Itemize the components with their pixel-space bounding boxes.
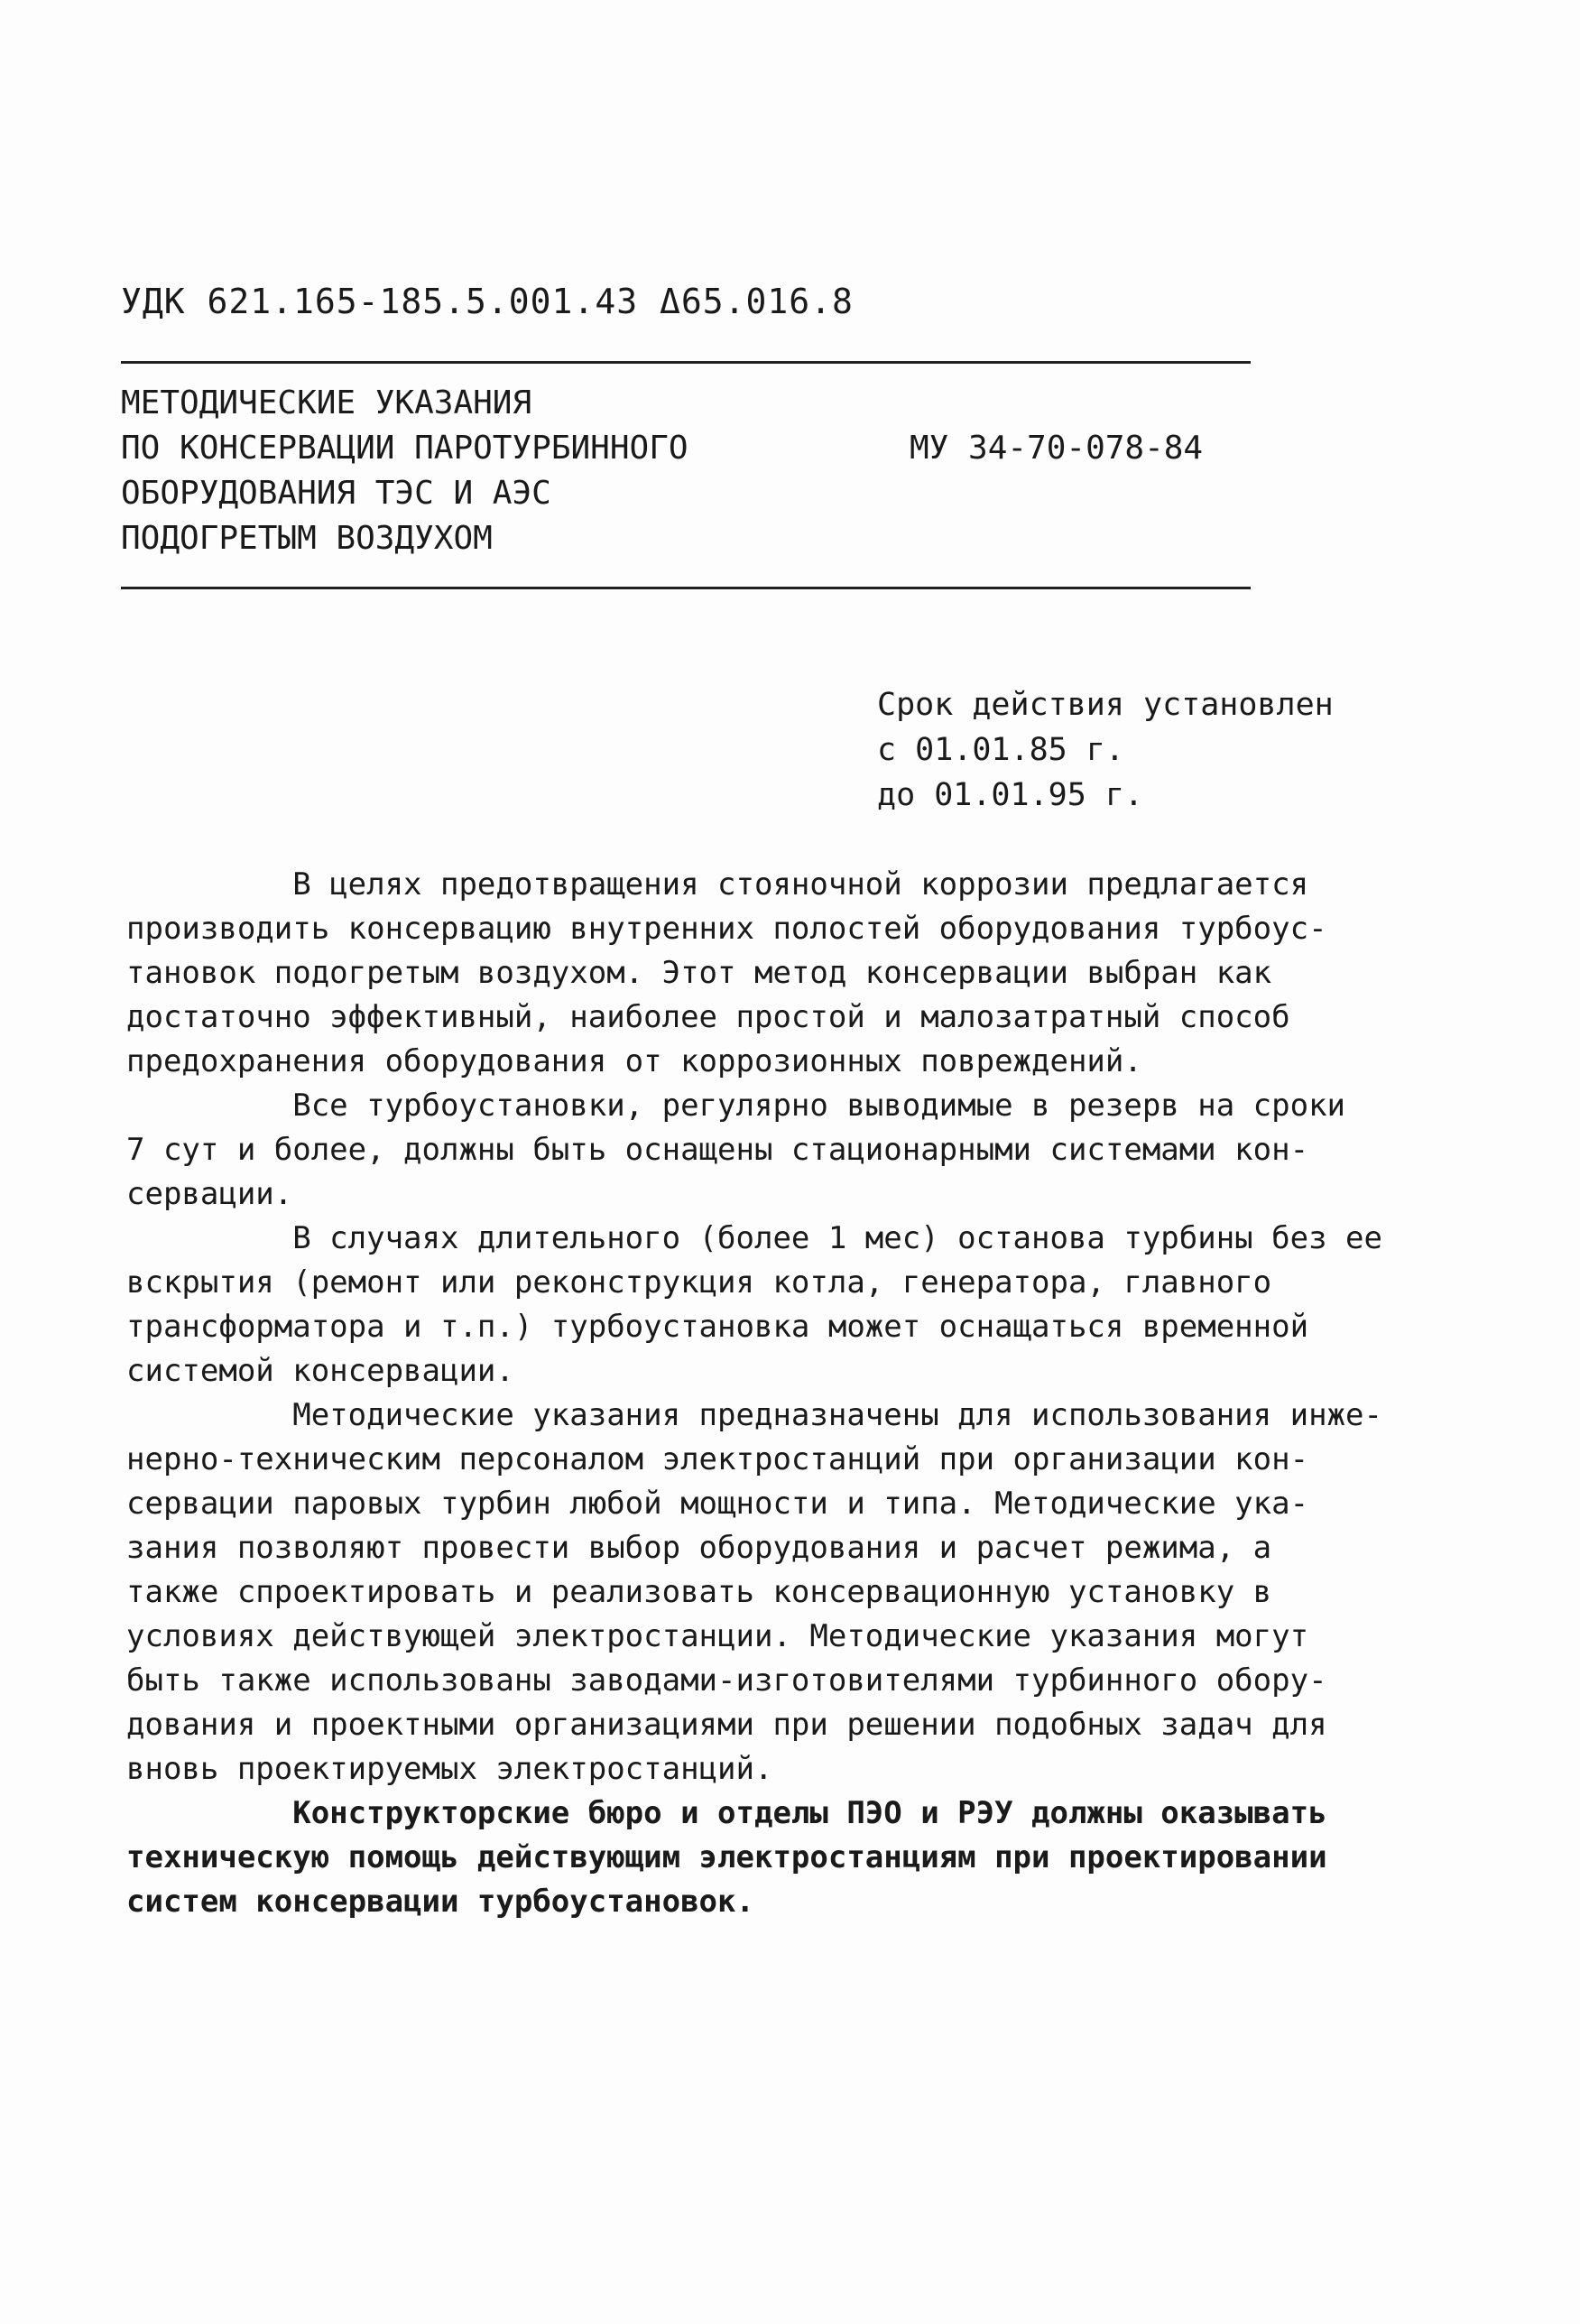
validity-start: с 01.01.85 г.: [877, 732, 1124, 768]
document-title: [121, 381, 688, 561]
validity-end: до 01.01.95 г.: [877, 777, 1144, 813]
paragraph-line: тановок подогретым воздухом. Этот метод консервации выбран как: [126, 955, 1272, 991]
udk-code: УДК 621.165-185.5.001.43 Δ65.016.8: [121, 282, 854, 321]
validity-period: [877, 682, 1334, 818]
paragraph-line: системой консервации.: [126, 1353, 514, 1389]
paragraph-line: трансформатора и т.п.) турбоустановка может оснащаться временной: [126, 1309, 1309, 1345]
validity-line: Срок действия установлен: [877, 687, 1334, 723]
title-line: ПО КОНСЕРВАЦИИ ПАРОТУРБИННОГО: [121, 430, 688, 467]
paragraph-line: Методические указания предназначены для использования инже-: [126, 1397, 1382, 1433]
paragraph-line: также спроектировать и реализовать консервационную установку в: [126, 1574, 1272, 1610]
paragraph-line: дования и проектными организациями при решении подобных задач для: [126, 1707, 1327, 1743]
top-divider: [121, 361, 1251, 364]
title-line: ОБОРУДОВАНИЯ ТЭС И АЭС: [121, 475, 551, 512]
paragraph-line: достаточно эффективный, наиболее простой и малозатратный способ: [126, 999, 1290, 1035]
body-paragraph: [126, 1792, 1335, 1924]
paragraph-line: техническую помощь действующим электростанциям при проектировании: [126, 1839, 1327, 1875]
document-code: МУ 34-70-078-84: [910, 430, 1204, 467]
body-paragraph: [126, 1217, 1382, 1393]
bottom-divider: [121, 587, 1251, 589]
body-text: [126, 863, 1382, 1924]
body-paragraph: [126, 1393, 1382, 1792]
paragraph-line: производить консервацию внутренних полостей оборудования турбоус-: [126, 911, 1327, 947]
body-paragraph: [126, 1084, 1346, 1217]
body-paragraph: [126, 863, 1335, 1084]
paragraph-line: Все турбоустановки, регулярно выводимые в резерв на сроки: [126, 1088, 1346, 1124]
paragraph-line: сервации.: [126, 1176, 293, 1212]
paragraph-line: вновь проектируемых электростанций.: [126, 1751, 773, 1787]
paragraph-line: вскрытия (ремонт или реконструкция котла, генератора, главного: [126, 1264, 1272, 1301]
paragraph-line: В случаях длительного (более 1 мес) останова турбины без ее: [126, 1220, 1382, 1256]
paragraph-line: 7 сут и более, должны быть оснащены стационарными системами кон-: [126, 1132, 1309, 1168]
paragraph-line: систем консервации турбоустановок.: [126, 1884, 754, 1920]
paragraph-line: предохранения оборудования от коррозионных повреждений.: [126, 1043, 1142, 1079]
paragraph-line: нерно-техническим персоналом электростанций при организации кон-: [126, 1441, 1309, 1477]
paragraph-line: В целях предотвращения стояночной коррозии предлагается: [126, 866, 1309, 903]
paragraph-line: быть также использованы заводами-изготовителями турбинного обору-: [126, 1662, 1327, 1699]
paragraph-line: Конструкторские бюро и отделы ПЭО и РЭУ должны оказывать: [126, 1795, 1327, 1831]
title-line: ПОДОГРЕТЫМ ВОЗДУХОМ: [121, 520, 493, 557]
paragraph-line: условиях действующей электростанции. Методические указания могут: [126, 1618, 1309, 1654]
title-line: МЕТОДИЧЕСКИЕ УКАЗАНИЯ: [121, 384, 532, 421]
paragraph-line: сервации паровых турбин любой мощности и типа. Методические ука-: [126, 1486, 1309, 1522]
paragraph-line: зания позволяют провести выбор оборудования и расчет режима, а: [126, 1530, 1272, 1566]
